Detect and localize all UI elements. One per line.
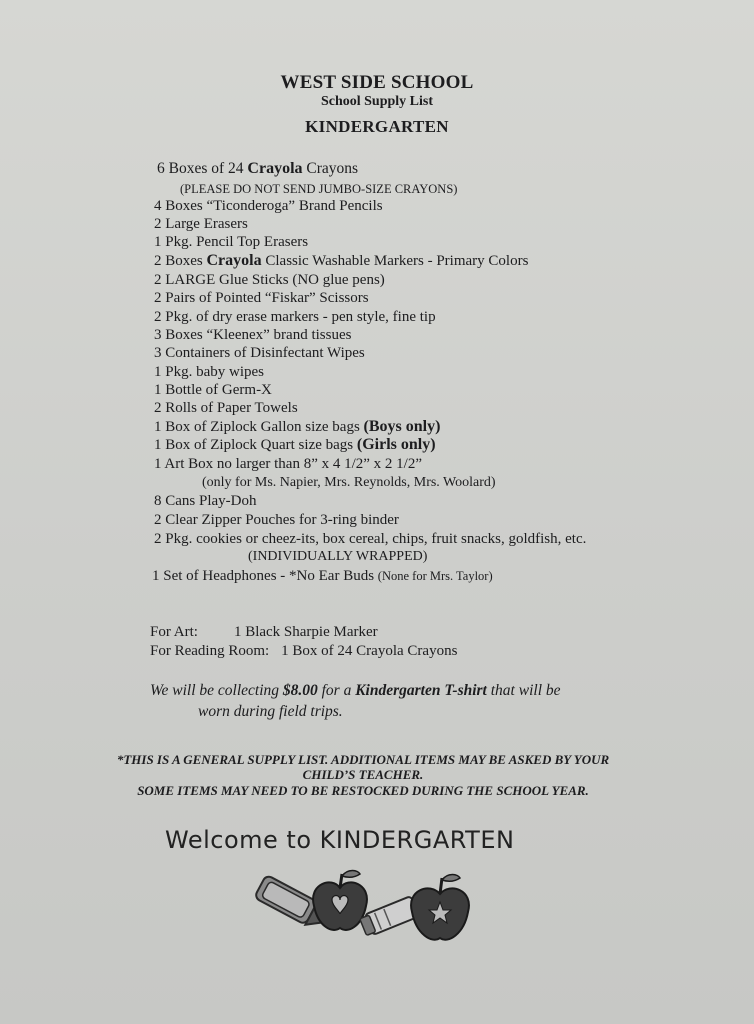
reading-room-extra [150,642,457,660]
list-item: 1 Pkg. baby wipes [154,364,264,380]
list-item: 2 Pkg. of dry erase markers - pen style, fine tip [154,309,436,325]
list-item: 4 Boxes “Ticonderoga” Brand Pencils [154,198,383,214]
list-item: 3 Containers of Disinfectant Wipes [154,345,365,361]
list-item: 1 Bottle of Germ-X [154,382,272,398]
list-item: 1 Pkg. Pencil Top Erasers [154,234,309,250]
list-item-note: (INDIVIDUALLY WRAPPED) [248,549,428,564]
list-item: 1 Box of Ziplock Quart size bags (Girls only) [154,436,436,453]
list-item: 8 Cans Play-Doh [154,493,257,509]
tshirt-collection-note: We will be collecting $8.00 for a Kindergarten T-shirt that will be worn during field trips. [150,682,561,720]
general-notice-line: SOME ITEMS MAY NEED TO BE RESTOCKED DURING THE SCHOOL YEAR. [137,783,589,798]
list-item: 2 Large Erasers [154,216,248,232]
reading-label: For Reading Room: [150,643,270,659]
list-item-note: (PLEASE DO NOT SEND JUMBO-SIZE CRAYONS) [180,182,458,196]
list-item: 2 Clear Zipper Pouches for 3-ring binder [154,512,399,528]
list-item: 2 Rolls of Paper Towels [154,400,298,416]
list-item: 2 LARGE Glue Sticks (NO glue pens) [154,272,385,288]
reading-value: 1 Box of 24 Crayola Crayons [281,643,458,659]
list-item: 6 Boxes of 24 Crayola Crayons [157,160,359,177]
school-supplies-clipart [248,862,478,948]
list-item: 3 Boxes “Kleenex” brand tissues [154,327,352,343]
art-label: For Art: [150,624,198,640]
welcome-banner: Welcome to KINDERGARTEN [165,826,515,854]
general-notice-line: CHILD’S TEACHER. [302,767,424,782]
apple-icon [313,871,367,930]
list-item: 1 Art Box no larger than 8” x 4 1/2” x 2 1/2” [154,456,423,472]
list-item: 2 Pkg. cookies or cheez-its, box cereal, chips, fruit snacks, goldfish, etc. [154,531,587,547]
list-item: 2 Boxes Crayola Classic Washable Markers - Primary Colors [154,252,529,269]
list-item: 2 Pairs of Pointed “Fiskar” Scissors [154,290,369,306]
apple-star-icon [411,875,469,940]
list-item-note: (only for Ms. Napier, Mrs. Reynolds, Mrs. Woolard) [202,475,496,490]
list-item: 1 Box of Ziplock Gallon size bags (Boys only) [154,418,441,435]
list-item: 1 Set of Headphones - *No Ear Buds (None for Mrs. Taylor) [152,568,493,584]
grade-title: KINDERGARTEN [305,117,449,136]
list-subtitle: School Supply List [320,94,434,109]
art-extra [150,623,378,641]
school-name: WEST SIDE SCHOOL [280,72,474,93]
general-notice-line: *THIS IS A GENERAL SUPPLY LIST. ADDITIONAL ITEMS MAY BE ASKED BY YOUR [116,752,610,767]
art-value: 1 Black Sharpie Marker [233,624,378,640]
